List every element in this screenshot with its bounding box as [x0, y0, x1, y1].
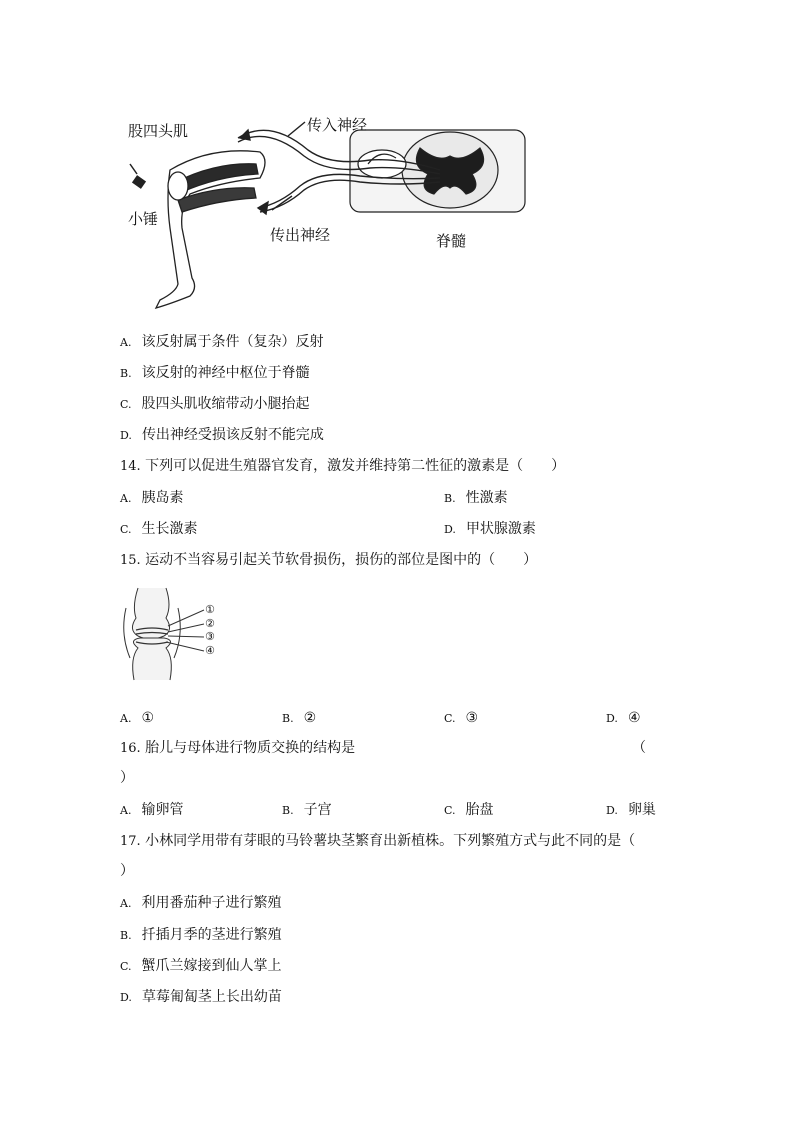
label-efferent-nerve: 传出神经	[270, 226, 331, 244]
option-text: 生长激素	[141, 521, 198, 537]
option-text: 该反射属于条件（复杂）反射	[141, 334, 324, 350]
option-text: ④	[627, 710, 641, 726]
option-letter: B.	[282, 804, 294, 817]
question-text: 下列可以促进生殖器官发育，激发并维持第二性征的激素是（ ）	[145, 458, 566, 474]
option-letter: A.	[120, 492, 132, 505]
option-letter: C.	[120, 398, 132, 411]
joint-label-4: ④	[205, 644, 215, 657]
option-text: 卵巢	[627, 802, 656, 818]
option-letter: B.	[444, 492, 456, 505]
q17-option-d[interactable]	[120, 988, 282, 1007]
q16-option-c[interactable]	[444, 801, 494, 820]
option-letter: C.	[120, 523, 132, 536]
q17-paren-close: ）	[120, 863, 134, 879]
q16-option-a[interactable]	[120, 801, 183, 820]
question-number: 15.	[120, 553, 141, 568]
label-quadriceps: 股四头肌	[128, 122, 189, 140]
knee-joint-figure	[120, 586, 230, 682]
q15-option-d[interactable]	[606, 709, 641, 728]
q14-option-a[interactable]	[120, 489, 183, 508]
option-letter: D.	[120, 429, 132, 442]
option-text: 胰岛素	[141, 490, 184, 506]
q13-option-d[interactable]	[120, 426, 324, 445]
question-text: 运动不当容易引起关节软骨损伤，损伤的部位是图中的（ ）	[145, 552, 538, 568]
option-text: ③	[465, 710, 479, 726]
q13-option-a[interactable]	[120, 333, 323, 352]
question-number: 14.	[120, 459, 141, 474]
option-text: 性激素	[465, 490, 508, 506]
q15-option-b[interactable]	[282, 709, 316, 728]
option-letter: A.	[120, 897, 132, 910]
option-letter: D.	[606, 804, 618, 817]
leg-outline	[156, 151, 265, 308]
question-text: 胎儿与母体进行物质交换的结构是	[145, 740, 356, 756]
q15-stem	[120, 551, 537, 570]
option-letter: B.	[120, 929, 132, 942]
option-text: 扦插月季的茎进行繁殖	[141, 927, 282, 943]
label-hammer: 小锤	[128, 210, 159, 228]
q17-stem	[120, 832, 635, 851]
q16-option-d[interactable]	[606, 801, 656, 820]
q15-option-a[interactable]	[120, 709, 154, 728]
q17-option-c[interactable]	[120, 957, 282, 976]
option-text: 子宫	[303, 802, 332, 818]
option-text: 胎盘	[465, 802, 494, 818]
question-text: 小林同学用带有芽眼的马铃薯块茎繁育出新植株。下列繁殖方式与此不同的是（	[145, 833, 636, 849]
q14-option-b[interactable]	[444, 489, 508, 508]
reflex-arc-figure	[120, 108, 530, 318]
option-letter: B.	[120, 367, 132, 380]
question-number: 16.	[120, 741, 141, 756]
option-text: 输卵管	[141, 802, 184, 818]
q13-option-b[interactable]	[120, 364, 310, 383]
reflex-hammer	[130, 164, 145, 188]
option-letter: D.	[606, 712, 618, 725]
joint-label-2: ②	[205, 617, 215, 630]
q17-option-a[interactable]	[120, 894, 281, 913]
option-text: 传出神经受损该反射不能完成	[141, 427, 324, 443]
option-text: 该反射的神经中枢位于脊髓	[141, 365, 310, 381]
option-letter: A.	[120, 336, 132, 349]
joint-label-1: ①	[205, 603, 215, 616]
q16-paren-open: （	[632, 740, 646, 756]
option-letter: C.	[444, 712, 456, 725]
option-letter: C.	[444, 804, 456, 817]
q16-stem	[120, 739, 355, 758]
question-number: 17.	[120, 834, 141, 849]
q13-option-c[interactable]	[120, 395, 310, 414]
option-text: 甲状腺激素	[465, 521, 536, 537]
q16-paren-close: ）	[120, 770, 134, 786]
q14-option-d[interactable]	[444, 520, 536, 539]
option-letter: B.	[282, 712, 294, 725]
option-text: 草莓匍匐茎上长出幼苗	[141, 989, 282, 1005]
option-text: ②	[303, 710, 317, 726]
option-letter: C.	[120, 960, 132, 973]
option-letter: A.	[120, 712, 132, 725]
option-letter: D.	[444, 523, 456, 536]
option-letter: D.	[120, 991, 132, 1004]
q14-option-c[interactable]	[120, 520, 198, 539]
q14-stem	[120, 457, 565, 476]
q16-option-b[interactable]	[282, 801, 332, 820]
q15-option-c[interactable]	[444, 709, 478, 728]
label-spinal-cord: 脊髓	[436, 232, 467, 250]
spinal-cord-section	[350, 130, 525, 212]
option-text: 蟹爪兰嫁接到仙人掌上	[141, 958, 282, 974]
option-text: 利用番茄种子进行繁殖	[141, 895, 282, 911]
label-afferent-nerve: 传入神经	[307, 116, 368, 134]
q17-option-b[interactable]	[120, 926, 282, 945]
option-text: ①	[141, 710, 155, 726]
option-text: 股四头肌收缩带动小腿抬起	[141, 396, 310, 412]
option-letter: A.	[120, 804, 132, 817]
joint-label-3: ③	[205, 630, 215, 643]
